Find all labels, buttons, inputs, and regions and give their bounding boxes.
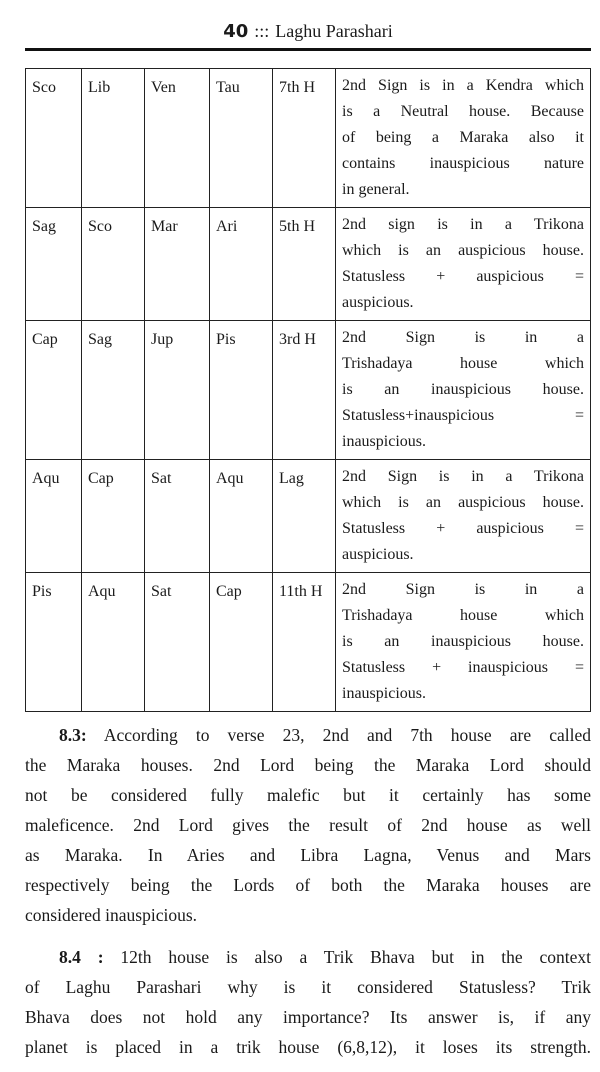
running-header bbox=[25, 20, 591, 43]
section-number: 8.3: bbox=[59, 725, 87, 745]
table-row bbox=[26, 460, 591, 573]
paragraph-line: not be considered fully malefic but it certainly has some bbox=[25, 785, 591, 805]
paragraph-text: 12th house is also a Trik Bhava but in the context bbox=[103, 947, 592, 967]
table-cell-c1: Cap bbox=[26, 321, 82, 460]
description-line: 2nd Sign is in a Trikona bbox=[342, 468, 584, 485]
table-cell-c5: 11th H bbox=[273, 573, 336, 712]
description-line: auspicious. bbox=[342, 546, 414, 563]
description-line: Trishadaya house which bbox=[342, 355, 584, 372]
table-cell-c3: Sat bbox=[145, 573, 210, 712]
table-cell-c4: Tau bbox=[210, 69, 273, 208]
description-line: inauspicious. bbox=[342, 433, 426, 450]
paragraph-line: maleficence. 2nd Lord gives the result of 2nd house as well bbox=[25, 815, 591, 835]
table-cell-c3: Jup bbox=[145, 321, 210, 460]
description-line: is an inauspicious house. bbox=[342, 381, 584, 398]
table-cell-description bbox=[336, 208, 591, 321]
paragraph-line: as Maraka. In Aries and Libra Lagna, Venus and Mars bbox=[25, 845, 591, 865]
description-line: 2nd Sign is in a Kendra which bbox=[342, 77, 584, 94]
table-cell-c2: Lib bbox=[82, 69, 145, 208]
paragraph-line: the Maraka houses. 2nd Lord being the Maraka Lord should bbox=[25, 755, 591, 775]
table-row bbox=[26, 321, 591, 460]
header-rule bbox=[25, 48, 591, 51]
table-row bbox=[26, 69, 591, 208]
paragraph-8-3 bbox=[25, 720, 591, 930]
description-line: 2nd Sign is in a bbox=[342, 329, 584, 346]
paragraph-line: considered inauspicious. bbox=[25, 905, 198, 925]
table-cell-c4: Aqu bbox=[210, 460, 273, 573]
description-line: inauspicious. bbox=[342, 685, 426, 702]
table-cell-c3: Sat bbox=[145, 460, 210, 573]
paragraph-line: Bhava does not hold any importance? Its answer is, if any bbox=[25, 1007, 591, 1027]
table-cell-c4: Cap bbox=[210, 573, 273, 712]
description-line: Statusless + auspicious = bbox=[342, 268, 584, 285]
table-cell-description bbox=[336, 321, 591, 460]
description-line: is a Neutral house. Because bbox=[342, 103, 584, 120]
table-cell-c4: Pis bbox=[210, 321, 273, 460]
table-cell-c1: Sco bbox=[26, 69, 82, 208]
table-cell-c5: 7th H bbox=[273, 69, 336, 208]
description-line: Trishadaya house which bbox=[342, 607, 584, 624]
paragraph-8-4 bbox=[25, 942, 591, 1062]
table-row bbox=[26, 208, 591, 321]
table-cell-c3: Ven bbox=[145, 69, 210, 208]
paragraph-line: planet is placed in a trik house (6,8,12), it loses its strength. bbox=[25, 1037, 591, 1057]
body-text bbox=[25, 720, 591, 1062]
book-title: Laghu Parashari bbox=[275, 21, 393, 41]
description-line: which is an auspicious house. bbox=[342, 494, 584, 511]
table-cell-description bbox=[336, 573, 591, 712]
table-cell-c3: Mar bbox=[145, 208, 210, 321]
table-cell-description bbox=[336, 69, 591, 208]
table-cell-c5: 5th H bbox=[273, 208, 336, 321]
description-line: in general. bbox=[342, 181, 410, 198]
table-cell-c5: Lag bbox=[273, 460, 336, 573]
description-line: of being a Maraka also it bbox=[342, 129, 584, 146]
description-line: auspicious. bbox=[342, 294, 414, 311]
description-line: 2nd sign is in a Trikona bbox=[342, 216, 584, 233]
table-cell-description bbox=[336, 460, 591, 573]
section-number: 8.4 : bbox=[59, 947, 104, 967]
table-cell-c2: Cap bbox=[82, 460, 145, 573]
description-line: Statusless + auspicious = bbox=[342, 520, 584, 537]
table-cell-c1: Pis bbox=[26, 573, 82, 712]
table-cell-c2: Aqu bbox=[82, 573, 145, 712]
table-cell-c5: 3rd H bbox=[273, 321, 336, 460]
table-cell-c1: Sag bbox=[26, 208, 82, 321]
table-row bbox=[26, 573, 591, 712]
page-number: 40 bbox=[223, 21, 249, 42]
paragraph-line: respectively being the Lords of both the Maraka houses are bbox=[25, 875, 591, 895]
description-line: 2nd Sign is in a bbox=[342, 581, 584, 598]
description-line: Statusless + inauspicious = bbox=[342, 659, 584, 676]
table-cell-c1: Aqu bbox=[26, 460, 82, 573]
header-separator: ::: bbox=[254, 21, 270, 41]
paragraph-text: According to verse 23, 2nd and 7th house are called bbox=[86, 725, 591, 745]
table-cell-c4: Ari bbox=[210, 208, 273, 321]
table-cell-c2: Sag bbox=[82, 321, 145, 460]
description-line: which is an auspicious house. bbox=[342, 242, 584, 259]
lords-table bbox=[25, 68, 591, 712]
paragraph-line: of Laghu Parashari why is it considered Statusless? Trik bbox=[25, 977, 591, 997]
paragraph-line bbox=[25, 720, 591, 750]
table-cell-c2: Sco bbox=[82, 208, 145, 321]
description-line: is an inauspicious house. bbox=[342, 633, 584, 650]
paragraph-line bbox=[25, 942, 591, 972]
description-line: Statusless+inauspicious = bbox=[342, 407, 584, 424]
description-line: contains inauspicious nature bbox=[342, 155, 584, 172]
